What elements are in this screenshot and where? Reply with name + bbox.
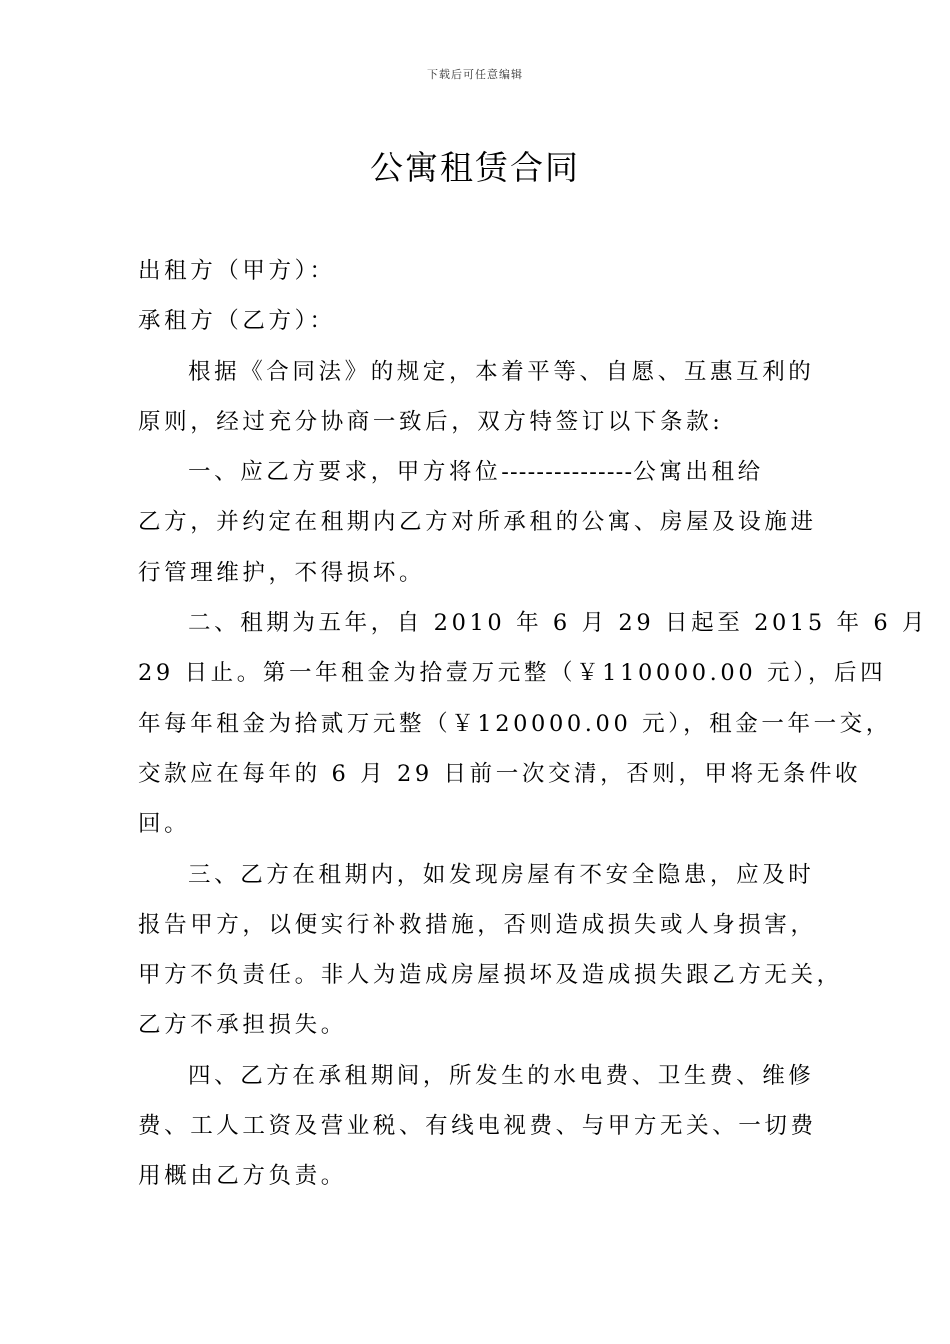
- clause-2-line-5: 回。: [138, 811, 191, 838]
- clause-3-line-4: 乙方不承担损失。: [138, 1012, 347, 1039]
- lessor-label: 出租方（甲方）：: [138, 258, 336, 284]
- header-note: 下载后可任意编辑: [427, 68, 523, 81]
- intro-line-1: 根据《合同法》的规定，本着平等、自愿、互惠互利的: [188, 358, 815, 385]
- clause-4-line-2: 费、工人工资及营业税、有线电视费、与甲方无关、一切费: [138, 1113, 817, 1140]
- clause-2-line-1: 二、租期为五年，自 2010 年 6 月 29 日起至 2015 年 6 月: [188, 610, 929, 637]
- clause-2-line-3: 年每年租金为拾贰万元整（￥120000.00 元），租金一年一交，: [138, 710, 892, 737]
- intro-line-2: 原则，经过充分协商一致后，双方特签订以下条款:: [138, 408, 724, 435]
- clause-2-line-2: 29 日止。第一年租金为拾壹万元整（￥110000.00 元），后四: [138, 660, 887, 687]
- clause-3-line-1: 三、乙方在租期内，如发现房屋有不安全隐患，应及时: [188, 861, 815, 888]
- page-title: 公寓租赁合同: [370, 148, 580, 187]
- clause-1-line-1: [138, 447, 828, 497]
- clause-2-line-4: 交款应在每年的 6 月 29 日前一次交清，否则，甲将无条件收: [138, 760, 862, 787]
- clause-1-suffix: 公寓出租给: [633, 459, 764, 486]
- contract-body: [138, 246, 929, 1202]
- clause-1-line-3: 行管理维护，不得损坏。: [138, 559, 426, 586]
- lessee-label: 承租方（乙方）：: [138, 308, 336, 335]
- clause-3-line-2: 报告甲方，以便实行补救措施，否则造成损失或人身损害，: [138, 911, 817, 938]
- clause-4-line-3: 用概由乙方负责。: [138, 1163, 347, 1190]
- address-blank: ---------------: [501, 459, 634, 486]
- clause-1-prefix: 一、应乙方要求，甲方将位: [188, 459, 502, 486]
- clause-4-line-1: 四、乙方在承租期间，所发生的水电费、卫生费、维修: [188, 1062, 815, 1089]
- clause-3-line-3: 甲方不负责任。非人为造成房屋损坏及造成损失跟乙方无关，: [138, 962, 843, 989]
- clause-1-line-2: 乙方，并约定在租期内乙方对所承租的公寓、房屋及设施进: [138, 509, 817, 536]
